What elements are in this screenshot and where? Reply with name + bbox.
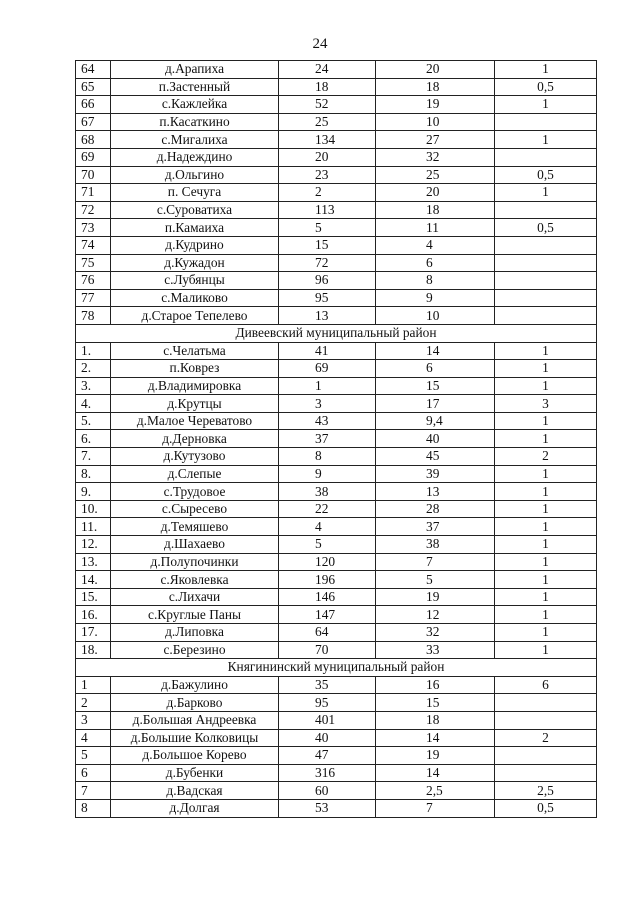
table-row [76, 96, 597, 114]
value-2-cell: 10 [376, 113, 495, 131]
row-number-cell: 74 [76, 236, 111, 254]
table-row [76, 395, 597, 413]
value-2-cell: 6 [376, 254, 495, 272]
settlement-name-cell: с.Маликово [111, 289, 279, 307]
value-1-cell: 146 [279, 588, 376, 606]
settlement-name-cell: д.Вадская [111, 782, 279, 800]
settlement-name-cell: д.Ольгино [111, 166, 279, 184]
row-number-cell: 2 [76, 694, 111, 712]
value-1-cell: 15 [279, 236, 376, 254]
value-2-cell: 18 [376, 201, 495, 219]
settlement-name-cell: д.Слепые [111, 465, 279, 483]
table-row [76, 676, 597, 694]
value-2-cell: 16 [376, 676, 495, 694]
table-row [76, 483, 597, 501]
value-3-cell [495, 694, 597, 712]
table-row [76, 571, 597, 589]
value-2-cell: 9 [376, 289, 495, 307]
value-2-cell: 18 [376, 78, 495, 96]
value-1-cell: 20 [279, 148, 376, 166]
value-1-cell: 9 [279, 465, 376, 483]
settlement-name-cell: д.Малое Череватово [111, 412, 279, 430]
value-1-cell: 25 [279, 113, 376, 131]
settlement-name-cell: д.Бажулино [111, 676, 279, 694]
value-2-cell: 5 [376, 571, 495, 589]
settlement-name-cell: д.Бубенки [111, 764, 279, 782]
table-row [76, 78, 597, 96]
table-row [76, 201, 597, 219]
settlement-name-cell: д.Долгая [111, 799, 279, 817]
value-3-cell: 0,5 [495, 799, 597, 817]
section-header: Княгининский муниципальный район [76, 659, 597, 677]
page-number: 24 [312, 36, 328, 52]
value-3-cell: 1 [495, 588, 597, 606]
value-1-cell: 70 [279, 641, 376, 659]
row-number-cell: 5. [76, 412, 111, 430]
value-1-cell: 43 [279, 412, 376, 430]
value-3-cell: 1 [495, 465, 597, 483]
value-1-cell: 316 [279, 764, 376, 782]
table-row [76, 430, 597, 448]
value-1-cell: 72 [279, 254, 376, 272]
settlement-name-cell: п.Камаиха [111, 219, 279, 237]
value-2-cell: 20 [376, 184, 495, 202]
value-3-cell: 1 [495, 571, 597, 589]
settlement-name-cell: д.Кутузово [111, 448, 279, 466]
value-2-cell: 6 [376, 360, 495, 378]
value-1-cell: 1 [279, 377, 376, 395]
value-2-cell: 8 [376, 272, 495, 290]
table-body [76, 61, 597, 818]
row-number-cell: 8 [76, 799, 111, 817]
value-2-cell: 18 [376, 711, 495, 729]
settlement-name-cell: д.Темяшево [111, 518, 279, 536]
row-number-cell: 1 [76, 676, 111, 694]
settlement-name-cell: д.Кужадон [111, 254, 279, 272]
settlement-name-cell: с.Челатьма [111, 342, 279, 360]
value-3-cell: 1 [495, 500, 597, 518]
row-number-cell: 15. [76, 588, 111, 606]
row-number-cell: 6 [76, 764, 111, 782]
table-row [76, 500, 597, 518]
row-number-cell: 16. [76, 606, 111, 624]
row-number-cell: 70 [76, 166, 111, 184]
row-number-cell: 67 [76, 113, 111, 131]
value-1-cell: 18 [279, 78, 376, 96]
table-row [76, 711, 597, 729]
value-3-cell: 1 [495, 536, 597, 554]
value-3-cell [495, 254, 597, 272]
row-number-cell: 7 [76, 782, 111, 800]
row-number-cell: 72 [76, 201, 111, 219]
value-3-cell: 1 [495, 184, 597, 202]
row-number-cell: 3. [76, 377, 111, 395]
value-1-cell: 8 [279, 448, 376, 466]
value-1-cell: 38 [279, 483, 376, 501]
value-3-cell: 1 [495, 342, 597, 360]
settlement-name-cell: д.Арапиха [111, 61, 279, 79]
value-2-cell: 20 [376, 61, 495, 79]
row-number-cell: 13. [76, 553, 111, 571]
table-row [76, 166, 597, 184]
table-row [76, 465, 597, 483]
row-number-cell: 7. [76, 448, 111, 466]
value-1-cell: 2 [279, 184, 376, 202]
value-3-cell [495, 747, 597, 765]
value-1-cell: 120 [279, 553, 376, 571]
settlements-table [75, 60, 597, 818]
table-row [76, 148, 597, 166]
value-1-cell: 47 [279, 747, 376, 765]
table-row [76, 131, 597, 149]
settlement-name-cell: с.Круглые Паны [111, 606, 279, 624]
value-2-cell: 45 [376, 448, 495, 466]
row-number-cell: 4. [76, 395, 111, 413]
value-2-cell: 7 [376, 553, 495, 571]
value-3-cell: 1 [495, 61, 597, 79]
value-3-cell: 2,5 [495, 782, 597, 800]
value-3-cell [495, 307, 597, 325]
table-row [76, 782, 597, 800]
table-row [76, 747, 597, 765]
value-1-cell: 64 [279, 624, 376, 642]
settlement-name-cell: д.Шахаево [111, 536, 279, 554]
value-2-cell: 25 [376, 166, 495, 184]
value-1-cell: 134 [279, 131, 376, 149]
settlement-name-cell: с.Мигалиха [111, 131, 279, 149]
settlement-name-cell: д.Дерновка [111, 430, 279, 448]
table-row [76, 624, 597, 642]
value-2-cell: 32 [376, 624, 495, 642]
settlement-name-cell: д.Барково [111, 694, 279, 712]
table-row [76, 694, 597, 712]
row-number-cell: 10. [76, 500, 111, 518]
value-2-cell: 11 [376, 219, 495, 237]
value-3-cell: 1 [495, 96, 597, 114]
row-number-cell: 8. [76, 465, 111, 483]
value-2-cell: 27 [376, 131, 495, 149]
row-number-cell: 77 [76, 289, 111, 307]
value-2-cell: 7 [376, 799, 495, 817]
settlement-name-cell: с.Яковлевка [111, 571, 279, 589]
value-3-cell [495, 764, 597, 782]
table-row [76, 606, 597, 624]
table-row [76, 799, 597, 817]
section-header-row [76, 324, 597, 342]
value-3-cell: 2 [495, 729, 597, 747]
value-3-cell: 1 [495, 131, 597, 149]
value-1-cell: 196 [279, 571, 376, 589]
settlement-name-cell: д.Владимировка [111, 377, 279, 395]
value-1-cell: 41 [279, 342, 376, 360]
row-number-cell: 1. [76, 342, 111, 360]
value-2-cell: 9,4 [376, 412, 495, 430]
table-row [76, 553, 597, 571]
value-1-cell: 113 [279, 201, 376, 219]
value-1-cell: 22 [279, 500, 376, 518]
table-row [76, 184, 597, 202]
value-3-cell: 1 [495, 624, 597, 642]
settlement-name-cell: с.Кажлейка [111, 96, 279, 114]
table-row [76, 360, 597, 378]
value-2-cell: 10 [376, 307, 495, 325]
table-row [76, 412, 597, 430]
value-3-cell: 1 [495, 641, 597, 659]
table-row [76, 219, 597, 237]
value-2-cell: 14 [376, 342, 495, 360]
value-2-cell: 19 [376, 96, 495, 114]
table-row [76, 588, 597, 606]
row-number-cell: 11. [76, 518, 111, 536]
section-header: Дивеевский муниципальный район [76, 324, 597, 342]
value-3-cell: 1 [495, 430, 597, 448]
value-3-cell: 1 [495, 606, 597, 624]
value-3-cell [495, 236, 597, 254]
settlement-name-cell: д.Надеждино [111, 148, 279, 166]
table-row [76, 342, 597, 360]
value-1-cell: 5 [279, 536, 376, 554]
value-3-cell: 1 [495, 518, 597, 536]
value-2-cell: 17 [376, 395, 495, 413]
value-1-cell: 60 [279, 782, 376, 800]
row-number-cell: 14. [76, 571, 111, 589]
value-3-cell: 2 [495, 448, 597, 466]
value-2-cell: 13 [376, 483, 495, 501]
settlement-name-cell: д.Большие Колковицы [111, 729, 279, 747]
value-1-cell: 4 [279, 518, 376, 536]
value-1-cell: 35 [279, 676, 376, 694]
value-2-cell: 12 [376, 606, 495, 624]
value-1-cell: 401 [279, 711, 376, 729]
table-row [76, 289, 597, 307]
value-1-cell: 5 [279, 219, 376, 237]
value-3-cell: 3 [495, 395, 597, 413]
value-3-cell [495, 113, 597, 131]
settlement-name-cell: д.Липовка [111, 624, 279, 642]
settlement-name-cell: д.Полупочинки [111, 553, 279, 571]
row-number-cell: 69 [76, 148, 111, 166]
value-3-cell: 1 [495, 412, 597, 430]
settlement-name-cell: с.Лихачи [111, 588, 279, 606]
row-number-cell: 75 [76, 254, 111, 272]
settlement-name-cell: п.Коврез [111, 360, 279, 378]
value-1-cell: 24 [279, 61, 376, 79]
settlement-name-cell: д.Большое Корево [111, 747, 279, 765]
row-number-cell: 9. [76, 483, 111, 501]
table-row [76, 61, 597, 79]
table-row [76, 377, 597, 395]
value-3-cell: 0,5 [495, 219, 597, 237]
row-number-cell: 2. [76, 360, 111, 378]
row-number-cell: 76 [76, 272, 111, 290]
row-number-cell: 73 [76, 219, 111, 237]
value-1-cell: 95 [279, 289, 376, 307]
table-row [76, 729, 597, 747]
value-2-cell: 19 [376, 588, 495, 606]
settlement-name-cell: д.Крутцы [111, 395, 279, 413]
table-row [76, 254, 597, 272]
value-1-cell: 96 [279, 272, 376, 290]
value-2-cell: 15 [376, 694, 495, 712]
value-2-cell: 2,5 [376, 782, 495, 800]
value-1-cell: 23 [279, 166, 376, 184]
value-1-cell: 52 [279, 96, 376, 114]
table-row [76, 764, 597, 782]
value-3-cell: 0,5 [495, 166, 597, 184]
row-number-cell: 68 [76, 131, 111, 149]
value-3-cell [495, 272, 597, 290]
value-3-cell [495, 201, 597, 219]
value-2-cell: 37 [376, 518, 495, 536]
value-1-cell: 40 [279, 729, 376, 747]
value-2-cell: 28 [376, 500, 495, 518]
settlement-name-cell: д.Большая Андреевка [111, 711, 279, 729]
value-1-cell: 147 [279, 606, 376, 624]
row-number-cell: 3 [76, 711, 111, 729]
settlement-name-cell: с.Березино [111, 641, 279, 659]
value-3-cell: 1 [495, 360, 597, 378]
value-2-cell: 14 [376, 729, 495, 747]
table-row [76, 236, 597, 254]
value-1-cell: 53 [279, 799, 376, 817]
settlement-name-cell: с.Лубянцы [111, 272, 279, 290]
value-3-cell: 6 [495, 676, 597, 694]
settlement-name-cell: д.Кудрино [111, 236, 279, 254]
value-1-cell: 95 [279, 694, 376, 712]
value-2-cell: 33 [376, 641, 495, 659]
table-row [76, 518, 597, 536]
row-number-cell: 18. [76, 641, 111, 659]
value-2-cell: 39 [376, 465, 495, 483]
settlement-name-cell: п.Касаткино [111, 113, 279, 131]
value-1-cell: 69 [279, 360, 376, 378]
table-row [76, 536, 597, 554]
row-number-cell: 66 [76, 96, 111, 114]
value-2-cell: 32 [376, 148, 495, 166]
section-header-row [76, 659, 597, 677]
row-number-cell: 65 [76, 78, 111, 96]
table-row [76, 113, 597, 131]
value-3-cell: 1 [495, 377, 597, 395]
value-2-cell: 19 [376, 747, 495, 765]
value-1-cell: 13 [279, 307, 376, 325]
row-number-cell: 6. [76, 430, 111, 448]
row-number-cell: 78 [76, 307, 111, 325]
value-2-cell: 14 [376, 764, 495, 782]
settlement-name-cell: с.Сыресево [111, 500, 279, 518]
row-number-cell: 64 [76, 61, 111, 79]
row-number-cell: 4 [76, 729, 111, 747]
settlement-name-cell: д.Старое Тепелево [111, 307, 279, 325]
row-number-cell: 71 [76, 184, 111, 202]
table-row [76, 641, 597, 659]
settlement-name-cell: п.Застенный [111, 78, 279, 96]
row-number-cell: 17. [76, 624, 111, 642]
row-number-cell: 12. [76, 536, 111, 554]
value-3-cell [495, 289, 597, 307]
table-row [76, 307, 597, 325]
value-3-cell: 0,5 [495, 78, 597, 96]
table-row [76, 272, 597, 290]
settlement-name-cell: п. Сечуга [111, 184, 279, 202]
value-3-cell: 1 [495, 553, 597, 571]
table-row [76, 448, 597, 466]
value-2-cell: 15 [376, 377, 495, 395]
value-2-cell: 38 [376, 536, 495, 554]
value-3-cell [495, 711, 597, 729]
value-1-cell: 37 [279, 430, 376, 448]
value-1-cell: 3 [279, 395, 376, 413]
settlement-name-cell: с.Трудовое [111, 483, 279, 501]
value-2-cell: 40 [376, 430, 495, 448]
settlement-name-cell: с.Суроватиха [111, 201, 279, 219]
value-3-cell [495, 148, 597, 166]
row-number-cell: 5 [76, 747, 111, 765]
value-2-cell: 4 [376, 236, 495, 254]
value-3-cell: 1 [495, 483, 597, 501]
